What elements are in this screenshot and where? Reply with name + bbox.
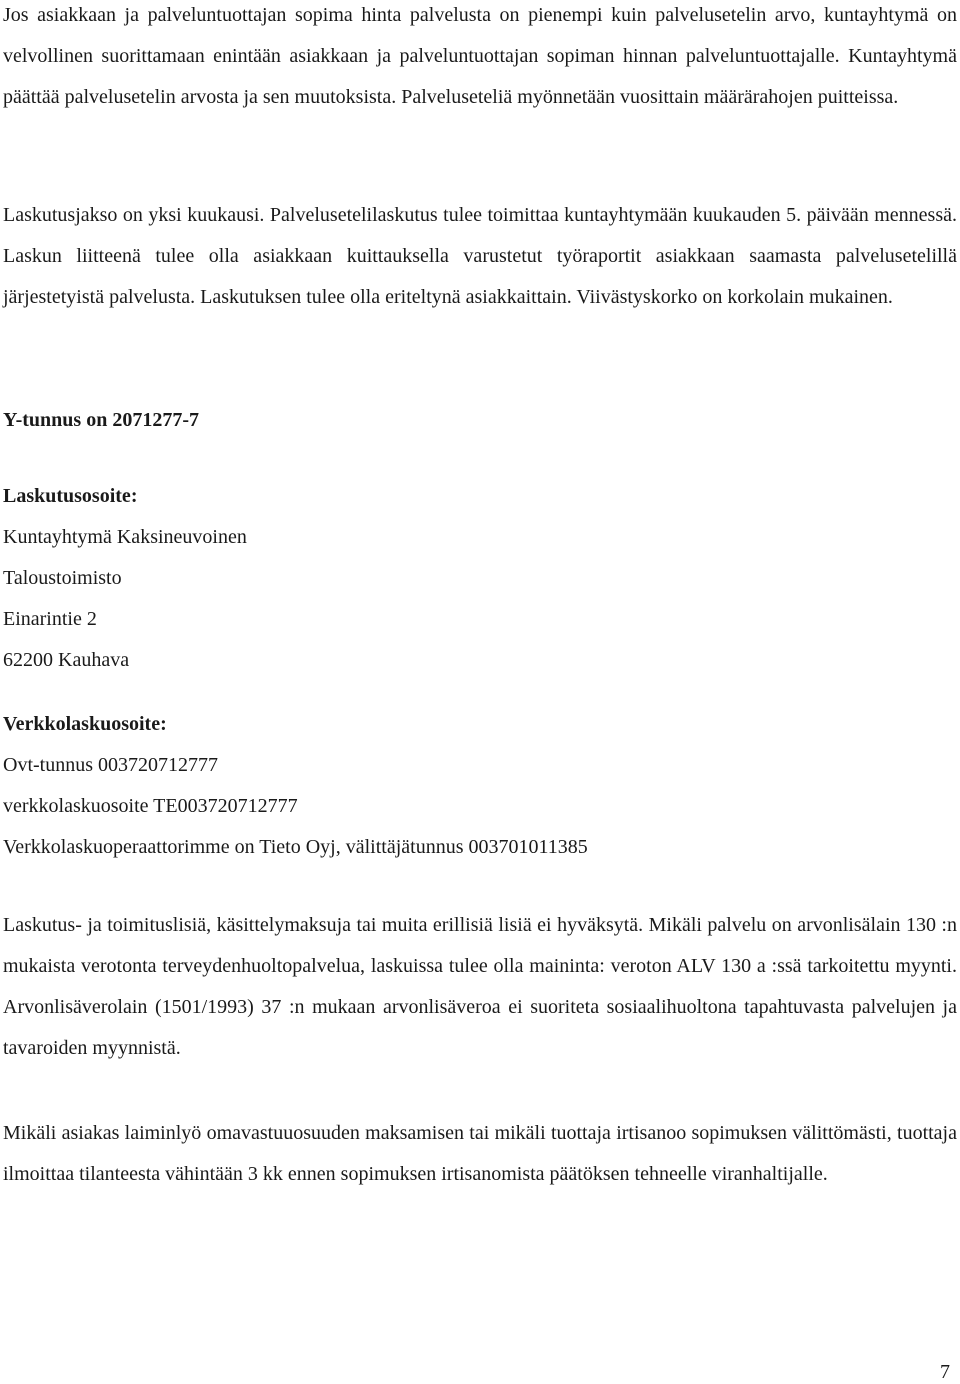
paragraph-price: Jos asiakkaan ja palveluntuottajan sopima hinta palvelusta on pienempi kuin palvelusetelin arvo, kuntayhtymä on velvollinen suorittamaan enintään asiakkaan ja palveluntuottajan sopiman hinnan palveluntuottajalle. Kuntayhtymä päättää palvelusetelin arvosta ja sen muutoksista. Palveluseteliä myönnetään vuosittain määrärahojen puitteissa. — [3, 4, 957, 108]
paragraph-termination: Mikäli asiakas laiminlyö omavastuuosuuden maksamisen tai mikäli tuottaja irtisanoo sopimuksen välittömästi, tuottaja ilmoittaa tilanteesta vähintään 3 kk ennen sopimuksen irtisanomista päätöksen tehneelle viranhaltijalle. — [3, 1122, 957, 1185]
einvoice-address-line: verkkolaskuosoite TE003720712777 — [3, 795, 298, 817]
paragraph-billing-period: Laskutusjakso on yksi kuukausi. Palvelusetelilaskutus tulee toimittaa kuntayhtymään kuukauden 5. päivään mennessä. Laskun liitteenä tulee olla asiakkaan kuittauksella varustetut työraportit asiakkaan saamasta palvelusetelillä järjestetyistä palvelusta. Laskutuksen tulee olla eriteltynä asiakkaittain. Viivästyskorko on korkolain mukainen. — [3, 204, 957, 308]
billing-address-line: 62200 Kauhava — [3, 649, 130, 671]
billing-address-block — [3, 476, 247, 681]
billing-address-line: Kuntayhtymä Kaksineuvoinen — [3, 526, 247, 548]
einvoice-address-heading: Verkkolaskuosoite: — [3, 713, 167, 735]
paragraph-fees-vat: Laskutus- ja toimituslisiä, käsittelymaksuja tai muita erillisiä lisiä ei hyväksytä. Mikäli palvelu on arvonlisälain 130 :n mukaista verotonta terveydenhuoltopalvelua, laskuissa tulee olla maininta: veroton ALV 130 a :ssä tarkoitettu myynti. Arvonlisäverolain (1501/1993) 37 :n mukaan arvonlisäveroa ei suoriteta sosiaalihuoltona tapahtuvasta palvelujen ja tavaroiden myynnistä. — [3, 914, 957, 1059]
einvoice-address-line: Ovt-tunnus 003720712777 — [3, 754, 218, 776]
billing-address-heading: Laskutusosoite: — [3, 485, 138, 507]
billing-address-line: Einarintie 2 — [3, 608, 97, 630]
einvoice-address-line: Verkkolaskuoperaattorimme on Tieto Oyj, välittäjätunnus 003701011385 — [3, 836, 588, 858]
einvoice-address-block — [3, 704, 588, 868]
business-id: Y-tunnus on 2071277-7 — [3, 409, 199, 431]
page-number: 7 — [940, 1361, 950, 1383]
billing-address-line: Taloustoimisto — [3, 567, 122, 589]
